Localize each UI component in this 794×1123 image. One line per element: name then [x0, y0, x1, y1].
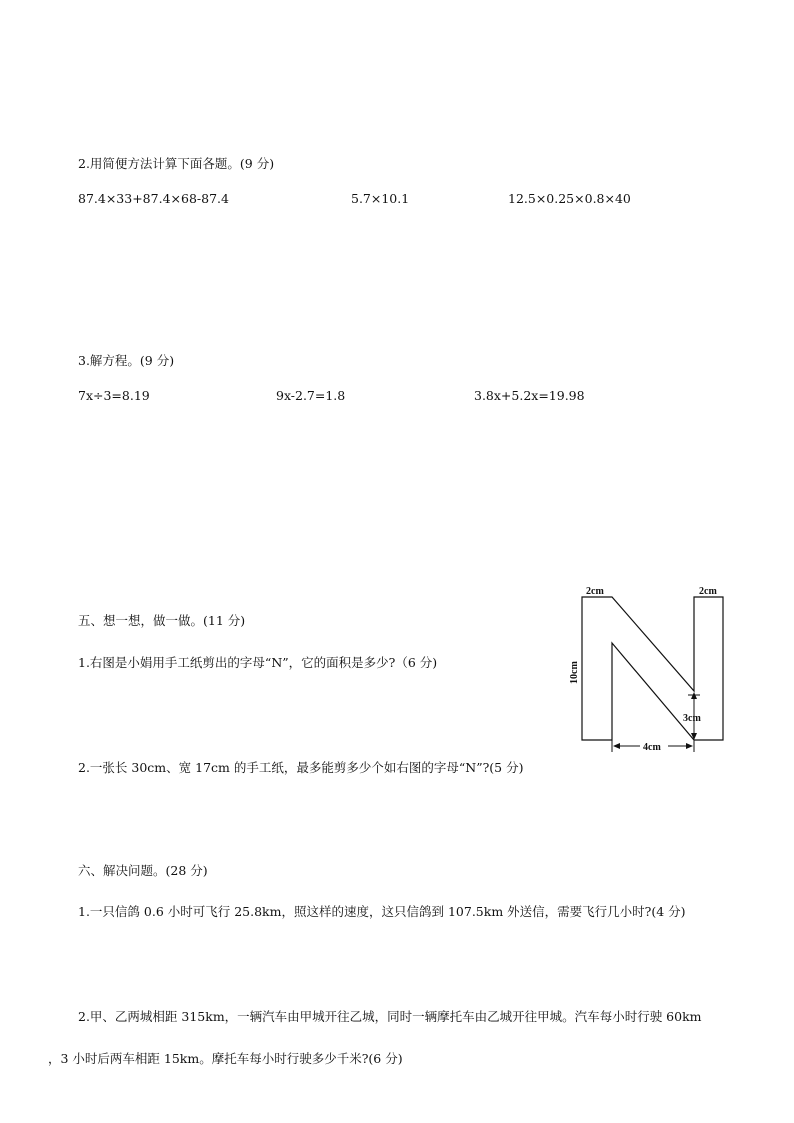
section6-heading: 六、解决问题。(28 分) [78, 863, 208, 878]
section2-heading: 2.用简便方法计算下面各题。(9 分) [78, 156, 275, 171]
label-top-right: 2cm [699, 586, 717, 597]
label-height: 10cm [569, 661, 580, 684]
section5-heading: 五、想一想，做一做。(11 分) [78, 613, 246, 628]
section5-question-2: 2.一张长 30cm、宽 17cm 的手工纸，最多能剪多少个如右图的字母“N”?(5 分) [78, 760, 524, 775]
label-top-left: 2cm [586, 586, 604, 597]
section5-question-1: 1.右图是小娟用手工纸剪出的字母“N”，它的面积是多少?（6 分) [78, 655, 438, 670]
label-bottom: 4cm [643, 742, 661, 753]
section2-problem-1: 87.4×33+87.4×68-87.4 [78, 191, 229, 206]
section3-problem-2: 9x-2.7=1.8 [276, 388, 346, 403]
letter-n-shape [582, 597, 723, 740]
section6-question-2-line-2: ，3 小时后两车相距 15km。摩托车每小时行驶多少千米?(6 分) [48, 1051, 403, 1066]
section3-heading: 3.解方程。(9 分) [78, 353, 175, 368]
section3-problem-3: 3.8x+5.2x=19.98 [474, 388, 585, 403]
bottom-arrow-right [686, 743, 693, 749]
letter-n-figure [560, 580, 750, 760]
label-gap: 3cm [683, 713, 701, 724]
gap-arrow-down [691, 733, 697, 740]
section2-problem-3: 12.5×0.25×0.8×40 [508, 191, 631, 206]
section2-problem-2: 5.7×10.1 [351, 191, 410, 206]
section6-question-1: 1.一只信鸽 0.6 小时可飞行 25.8km，照这样的速度，这只信鸽到 107.5km 外送信，需要飞行几小时?(4 分) [78, 904, 686, 919]
section3-problem-1: 7x÷3=8.19 [78, 388, 150, 403]
bottom-arrow-left [613, 743, 620, 749]
section6-question-2-line-1: 2.甲、乙两城相距 315km，一辆汽车由甲城开往乙城，同时一辆摩托车由乙城开往甲城。汽车每小时行驶 60km [78, 1009, 702, 1024]
